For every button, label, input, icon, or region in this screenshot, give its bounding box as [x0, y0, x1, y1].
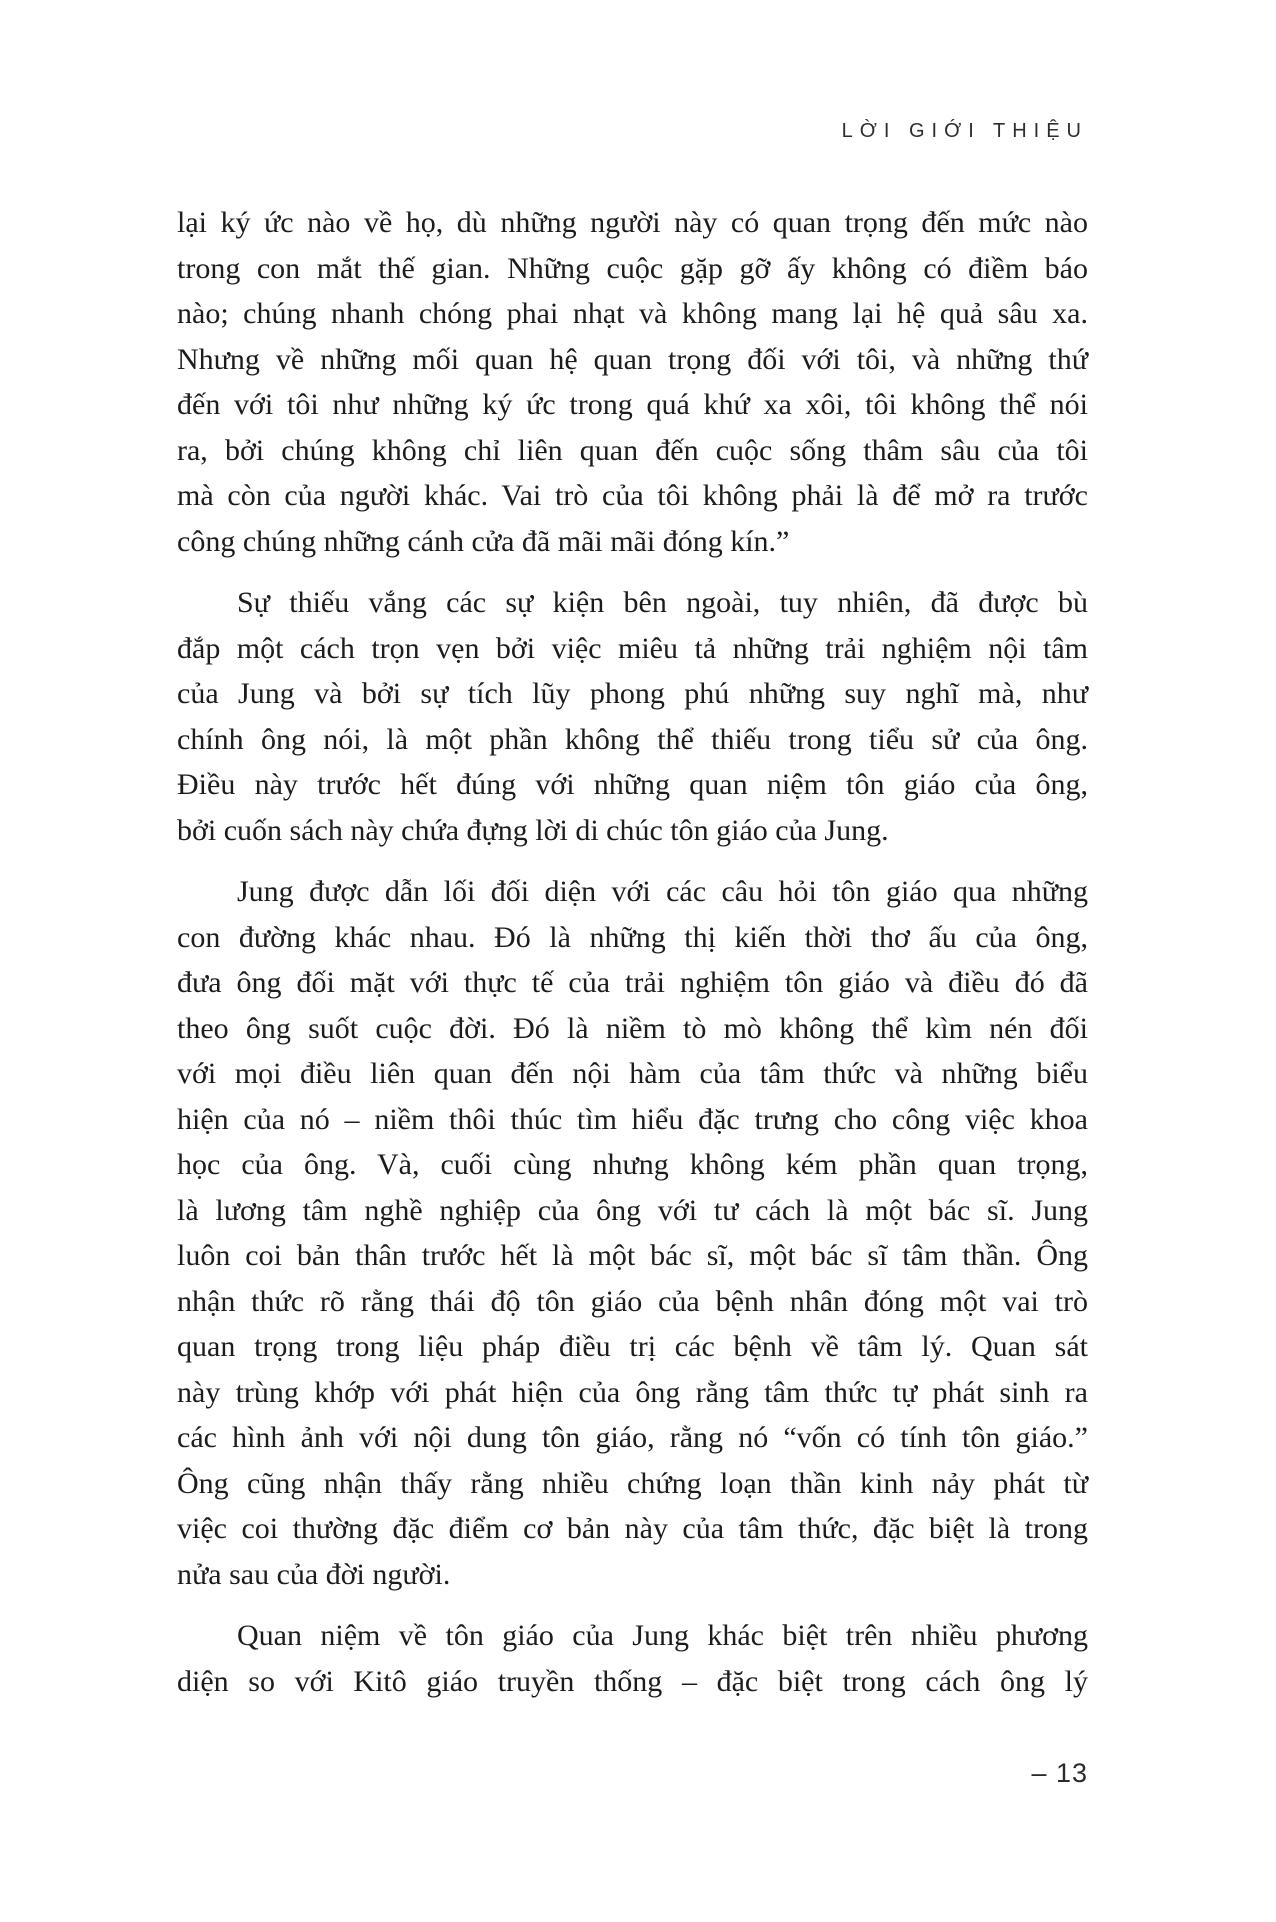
text-line: con đường khác nhau. Đó là những thị kiến thời thơ ấu của ông,: [177, 920, 1088, 954]
text-line: chính ông nói, là một phần không thể thiếu trong tiểu sử của ông.: [177, 722, 1088, 756]
text-line: trong con mắt thế gian. Những cuộc gặp gỡ ấy không có điềm báo: [177, 251, 1088, 285]
paragraph: [177, 1613, 1088, 1704]
text-line: lại ký ức nào về họ, dù những người này có quan trọng đến mức nào: [177, 206, 1088, 239]
paragraph: [177, 869, 1088, 1597]
text-line: hiện của nó – niềm thôi thúc tìm hiểu đặc trưng cho công việc khoa: [177, 1102, 1088, 1136]
running-header-row: [177, 120, 1088, 143]
text-line: là lương tâm nghề nghiệp của ông với tư cách là một bác sĩ. Jung: [177, 1193, 1088, 1227]
text-line: ra, bởi chúng không chỉ liên quan đến cuộc sống thâm sâu của tôi: [177, 433, 1088, 467]
text-line: đắp một cách trọn vẹn bởi việc miêu tả những trải nghiệm nội tâm: [177, 631, 1088, 665]
text-line: Nhưng về những mối quan hệ quan trọng đối với tôi, và những thứ: [177, 342, 1088, 376]
text-line: nhận thức rõ rằng thái độ tôn giáo của bệnh nhân đóng một vai trò: [177, 1284, 1088, 1318]
paragraph: [177, 200, 1088, 564]
text-line: đến với tôi như những ký ức trong quá khứ xa xôi, tôi không thể nói: [177, 388, 1088, 421]
text-line: nửa sau của đời người.: [177, 1557, 451, 1591]
text-line: đưa ông đối mặt với thực tế của trải nghiệm tôn giáo và điều đó đã: [177, 966, 1088, 999]
paragraph: [177, 580, 1088, 853]
text-line: Jung được dẫn lối đối diện với các câu hỏi tôn giáo qua những: [237, 875, 1088, 908]
text-line: quan trọng trong liệu pháp điều trị các bệnh về tâm lý. Quan sát: [177, 1330, 1088, 1363]
text-line: Ông cũng nhận thấy rằng nhiều chứng loạn thần kinh nảy phát từ: [177, 1466, 1088, 1500]
text-line: việc coi thường đặc điểm cơ bản này của tâm thức, đặc biệt là trong: [177, 1512, 1088, 1545]
text-line: nào; chúng nhanh chóng phai nhạt và không mang lại hệ quả sâu xa.: [177, 297, 1088, 330]
text-line: này trùng khớp với phát hiện của ông rằng tâm thức tự phát sinh ra: [177, 1375, 1088, 1409]
text-line: mà còn của người khác. Vai trò của tôi không phải là để mở ra trước: [177, 479, 1088, 512]
page-number: – 13: [1031, 1758, 1088, 1788]
text-line: của Jung và bởi sự tích lũy phong phú những suy nghĩ mà, như: [177, 677, 1088, 710]
running-header: LỜI GIỚI THIỆU: [841, 120, 1088, 142]
text-line: công chúng những cánh cửa đã mãi mãi đóng kín.”: [177, 524, 790, 558]
text-line: bởi cuốn sách này chứa đựng lời di chúc tôn giáo của Jung.: [177, 813, 889, 847]
text-line: học của ông. Và, cuối cùng nhưng không kém phần quan trọng,: [177, 1148, 1088, 1181]
text-line: Quan niệm về tôn giáo của Jung khác biệt trên nhiều phương: [237, 1619, 1088, 1652]
body-text: [177, 200, 1088, 1704]
text-line: Điều này trước hết đúng với những quan niệm tôn giáo của ông,: [177, 768, 1088, 801]
text-line: các hình ảnh với nội dung tôn giáo, rằng nó “vốn có tính tôn giáo.”: [177, 1421, 1088, 1454]
text-line: Sự thiếu vắng các sự kiện bên ngoài, tuy nhiên, đã được bù: [237, 586, 1088, 619]
page-number-row: [177, 1758, 1088, 1789]
text-line: diện so với Kitô giáo truyền thống – đặc biệt trong cách ông lý: [177, 1664, 1088, 1698]
text-line: theo ông suốt cuộc đời. Đó là niềm tò mò không thể kìm nén đối: [177, 1011, 1088, 1045]
text-line: với mọi điều liên quan đến nội hàm của tâm thức và những biểu: [177, 1057, 1088, 1090]
text-line: luôn coi bản thân trước hết là một bác sĩ, một bác sĩ tâm thần. Ông: [177, 1239, 1088, 1272]
